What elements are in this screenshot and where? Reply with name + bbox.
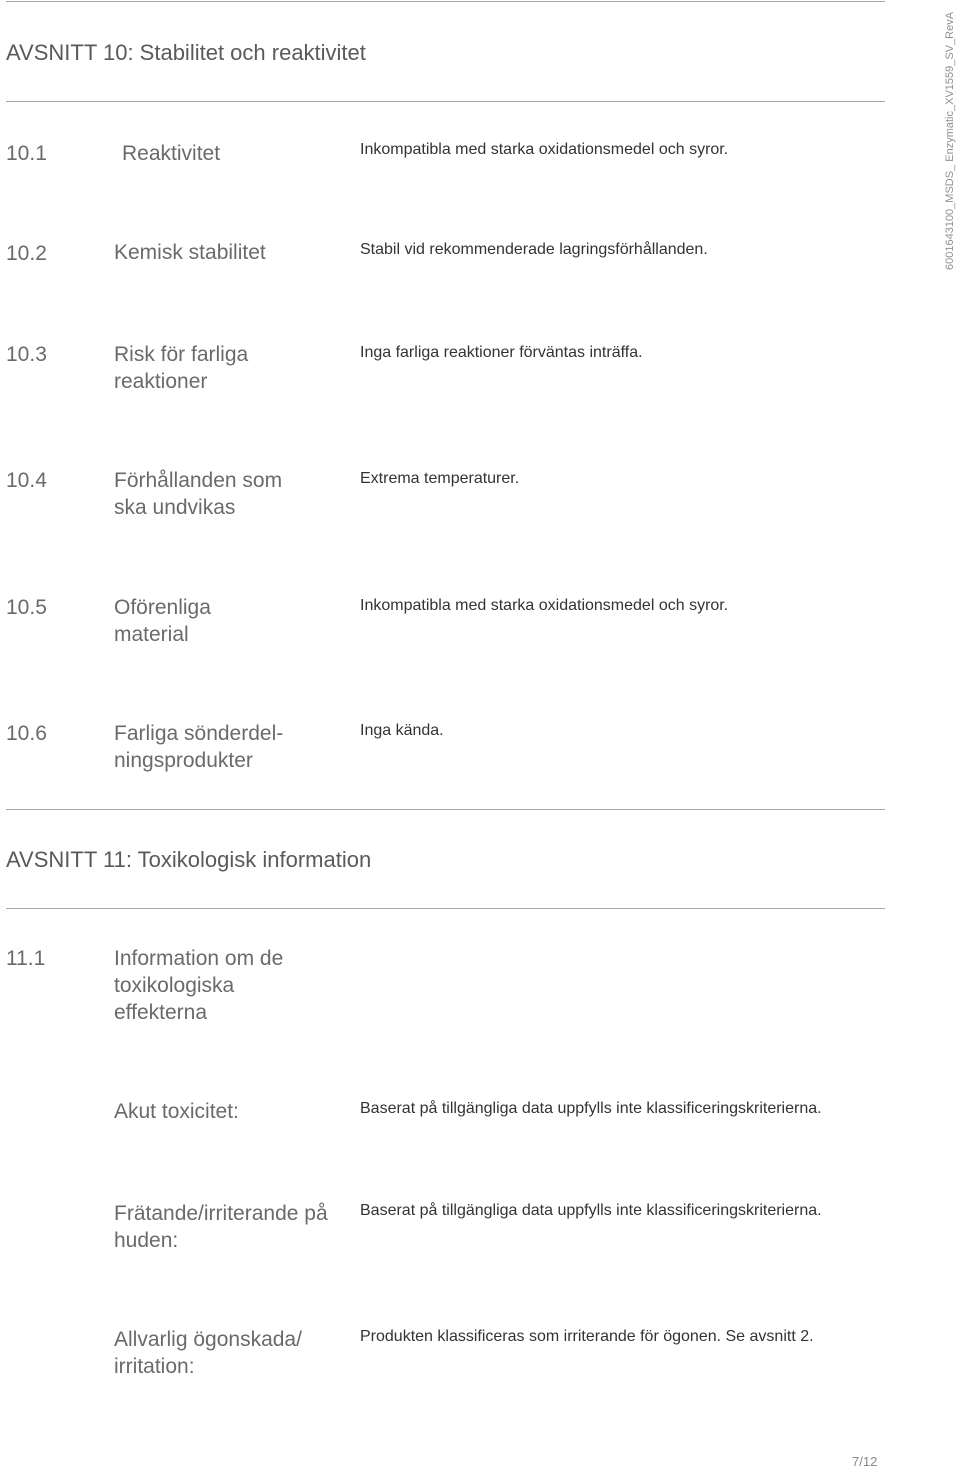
document-id: 6001643100_MSDS_ Enzymatic_XV1559_SV_RevA — [944, 11, 956, 270]
subitem-value: Baserat på tillgängliga data uppfylls inte klassificeringskriterierna. — [360, 1202, 822, 1219]
item-label: Reaktivitet — [122, 142, 221, 165]
subitem-label: Allvarlig ögonskada/ irritation: — [114, 1328, 302, 1378]
section-11-top-divider — [6, 809, 885, 810]
item-value: Inga farliga reaktioner förväntas inträffa. — [360, 344, 643, 361]
item-number: 10.6 — [6, 722, 47, 745]
item-value: Inkompatibla med starka oxidationsmedel och syror. — [360, 141, 729, 158]
section-11-heading-divider — [6, 908, 885, 909]
subitem-value: Produkten klassificeras som irriterande för ögonen. Se avsnitt 2. — [360, 1328, 814, 1345]
item-label: Kemisk stabilitet — [114, 241, 266, 264]
item-value: Inkompatibla med starka oxidationsmedel och syror. — [360, 597, 729, 614]
item-label: Risk för farliga reaktioner — [114, 343, 249, 393]
item-value: Stabil vid rekommenderade lagringsförhållanden. — [360, 241, 708, 258]
item-number: 10.1 — [6, 142, 47, 165]
item-label: Oförenliga material — [114, 596, 211, 646]
item-number: 10.3 — [6, 343, 47, 366]
item-value: Inga kända. — [360, 722, 444, 739]
item-label: Information om de toxikologiska effekterna — [114, 947, 284, 1024]
item-number: 10.5 — [6, 596, 47, 619]
item-number: 10.4 — [6, 469, 47, 492]
section-10-top-divider — [6, 1, 885, 2]
item-label: Förhållanden som ska undvikas — [114, 469, 283, 519]
subitem-label: Akut toxicitet: — [114, 1100, 239, 1123]
section-10-heading-divider — [6, 101, 885, 102]
subitem-label: Frätande/irriterande på huden: — [114, 1202, 328, 1252]
item-label: Farliga sönderdel-ningsprodukter — [114, 722, 284, 772]
item-value: Extrema temperaturer. — [360, 470, 520, 487]
item-number: 11.1 — [6, 947, 46, 970]
section-11-heading: AVSNITT 11: Toxikologisk information — [6, 847, 372, 872]
page-number: 7/12 — [852, 1454, 878, 1469]
subitem-value: Baserat på tillgängliga data uppfylls inte klassificeringskriterierna. — [360, 1100, 822, 1117]
item-number: 10.2 — [6, 242, 47, 265]
section-10-heading: AVSNITT 10: Stabilitet och reaktivitet — [6, 40, 366, 65]
